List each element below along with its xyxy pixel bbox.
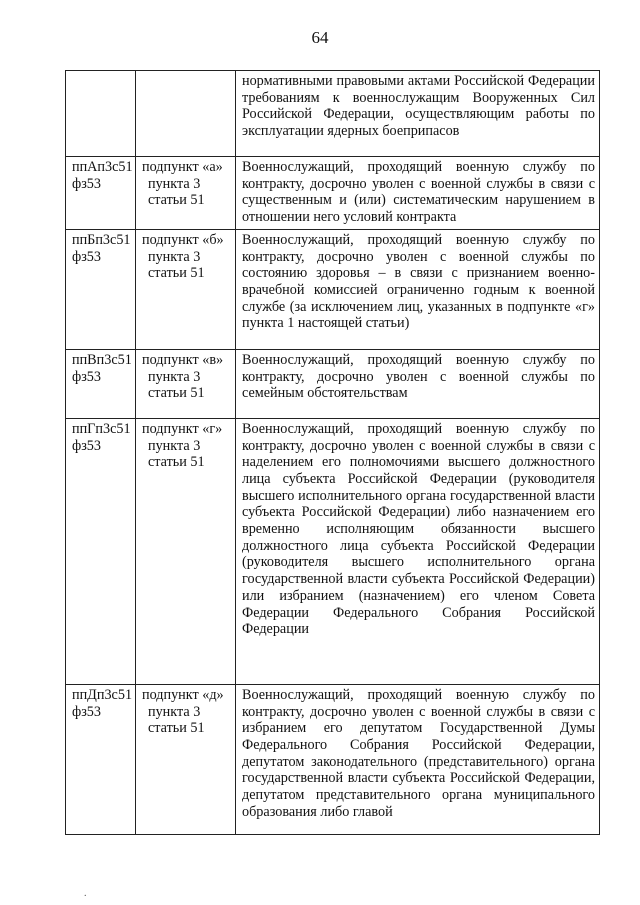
reference-cell (136, 229, 236, 349)
reference-cell (136, 684, 236, 834)
article-code: ппГп3с51 фз53 (72, 420, 131, 454)
description-cell: Военнослужащий, проходящий военную службу по контракту, досрочно уволен с военной службы по состоянию здоровья – в связи с признанием военно-врачебной комиссией ограниченно годным к военной службе (за исключением лиц, указанных в подпункте «г» пункта 1 настоящей статьи) (236, 229, 600, 349)
reference-line: подпункт «а» (142, 159, 223, 175)
code-cell (66, 418, 136, 684)
reference-line: пункта 3 (148, 703, 201, 720)
code-cell (66, 684, 136, 834)
reference-line: подпункт «б» (142, 231, 224, 248)
code-cell (66, 349, 136, 418)
description-cell: Военнослужащий, проходящий военную службу по контракту, досрочно уволен с военной службы по семейным обстоятельствам (236, 349, 600, 418)
reference-line: пункта 3 (148, 248, 201, 265)
reference-line: статьи 51 (148, 385, 205, 402)
statute-table (65, 70, 600, 835)
reference-line: пункта 3 (148, 437, 201, 454)
reference-line: пункта 3 (148, 368, 201, 385)
table-row (66, 418, 600, 684)
reference-cell (136, 71, 236, 157)
table-row (66, 71, 600, 157)
code-cell (66, 157, 136, 230)
reference-line: статьи 51 (148, 720, 205, 737)
description-cell: Военнослужащий, проходящий военную службу по контракту, досрочно уволен с военной службы в связи с наделением его полномочиями высшего должностного лица субъекта Российской Федерации (руководителя высшего исполнительного органа государственной власти субъекта Российской Федерации) либо назначением его временно исполняющим обязанности высшего должностного лица субъекта Российской Федерации (руководителя высшего исполнительного органа государственной власти субъекта Российской Федерации) или избранием (назначением) его членом Совета Федерации Федерального Собрания Российской Федерации (236, 418, 600, 684)
code-cell (66, 71, 136, 157)
article-code: ппАп3с51 фз53 (72, 159, 133, 192)
reference-cell (136, 349, 236, 418)
article-code: ппДп3с51 фз53 (72, 686, 133, 720)
reference-line: статьи 51 (148, 265, 205, 282)
reference-line: статьи 51 (148, 192, 205, 209)
reference-line: пункта 3 (148, 175, 201, 192)
table-row (66, 684, 600, 834)
reference-line: подпункт «г» (142, 420, 223, 437)
description-cell: Военнослужащий, проходящий военную службу по контракту, досрочно уволен с военной службы в связи с существенным и (или) систематическим нарушением в отношении него условий контракта (236, 157, 600, 230)
page-number: 64 (311, 28, 329, 47)
description-cell: нормативными правовыми актами Российской Федерации требованиям к военнослужащим Вооруженных Сил Российской Федерации, осуществляющим работы по эксплуатации ядерных боеприпасов (236, 71, 600, 157)
description-cell: Военнослужащий, проходящий военную службу по контракту, досрочно уволен с военной службы в связи с избранием его депутатом Государственной Думы Федерального Собрания Российской Федерации, депутатом законодательного (представительного) органа государственной власти субъекта Российской Федерации, депутатом представительного органа муниципального образования либо главой (236, 684, 600, 834)
table-row (66, 157, 600, 230)
reference-cell (136, 418, 236, 684)
article-code: ппВп3с51 фз53 (72, 351, 132, 385)
footer-mark: . (84, 888, 87, 899)
reference-line: подпункт «д» (142, 686, 224, 703)
code-cell (66, 229, 136, 349)
reference-cell (136, 157, 236, 230)
reference-line: подпункт «в» (142, 351, 224, 368)
reference-line: статьи 51 (148, 454, 205, 471)
table-row (66, 229, 600, 349)
article-code: ппБп3с51 фз53 (72, 231, 131, 265)
table-row (66, 349, 600, 418)
